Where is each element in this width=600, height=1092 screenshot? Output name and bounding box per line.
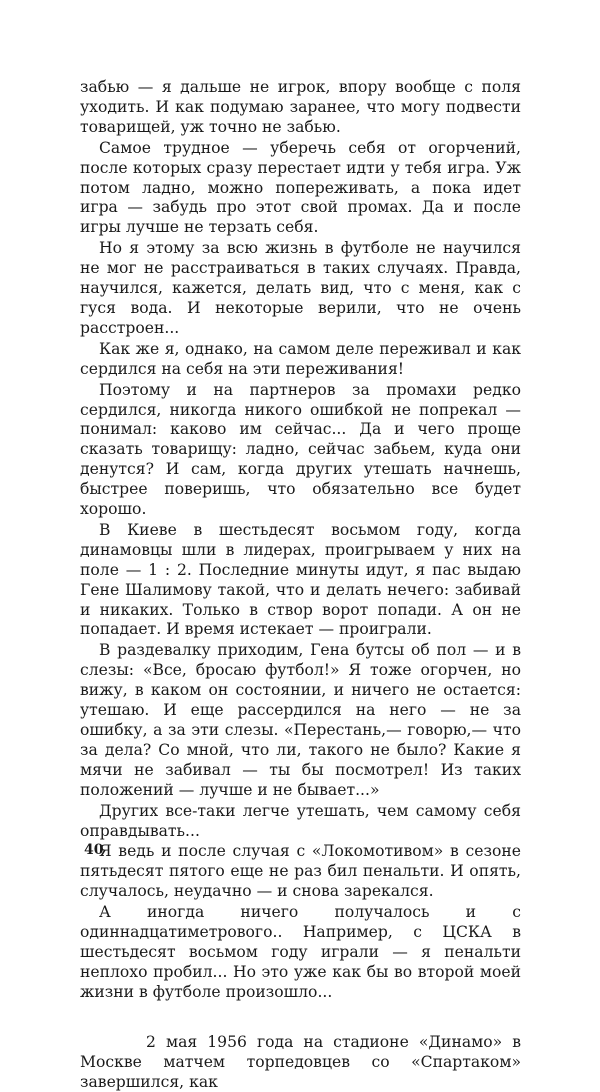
paragraph-3: Но я этому за всю жизнь в футболе не научился не мог не расстраиваться в таких случаях. Правда, научился, кажется, делать вид, что с меня, как с гуся вода. И некоторые верили, что не очень расстроен... [80,239,521,337]
paragraph-7: В раздевалку приходим, Гена бутсы об пол — и в слезы: «Все, бросаю футбол!» Я тоже огорчен, но вижу, в каком он состоянии, и ничего не остается: утешаю. И еще рассердился на него — не за ошибку, а за эти слезы. «Перестань,— говорю,— что за дела? Со мной, что ли, такого не было? Какие я мячи не забивал — ты бы посмотрел! Из таких положений — лучше и не бывает...» [80,641,521,799]
paragraph-8: Других все-таки легче утешать, чем самому себя оправдывать... [80,801,521,840]
paragraph-6: В Киеве в шестьдесят восьмом году, когда динамовцы шли в лидерах, проигрываем у них на поле — 1 : 2. Последние минуты идут, я пас выдаю Гене Шалимову такой, что и делать нечего: забивай и никаких. Только в створ ворот попади. А он не попадает. И время истекает — проиграли. [80,520,521,639]
paragraph-2: Самое трудное — уберечь себя от огорчений, после которых сразу перестает идти у тебя игра. Уж потом ладно, можно попереживать, а пока идет игра — забудь про этот свой промах. Да и после игры лучше не терзать себя. [80,138,521,237]
paragraph-1: забью — я дальше не игрок, впору вообще с поля уходить. И как подумаю заранее, что могу подвести товарищей, уж точно не забью. [80,78,521,136]
paragraph-4: Как же я, однако, на самом деле переживал и как сердился на себя на эти переживания! [80,339,521,378]
paragraph-5: Поэтому и на партнеров за промахи редко сердился, никогда никого ошибкой не попрекал — понимал: каково им сейчас... Да и чего проще сказать товарищу: ладно, сейчас забьем, куда они денутся? И сам, когда других утешать начнешь, быстрее поверишь, что обязательно все будет хорошо. [80,380,521,519]
page-number: 40 [84,842,104,858]
intro-paragraph: 2 мая 1956 года на стадионе «Динамо» в Москве матчем торпедовцев со «Спартаком» завершился, как [80,1032,521,1091]
paragraph-10: А иногда ничего получалось и с одиннадцатиметрового.. Например, с ЦСКА в шестьдесят восьмом году играли — я пенальти неплохо пробил... Но это уже как бы во второй моей жизни в футболе произошло... [80,903,521,1001]
chapter-intro [80,1033,521,1092]
paragraph-9: Я ведь и после случая с «Локомотивом» в сезоне пятьдесят пятого еще не раз бил пенальти. И опять, случалось, неудачно — и снова зарекался. [80,842,521,901]
